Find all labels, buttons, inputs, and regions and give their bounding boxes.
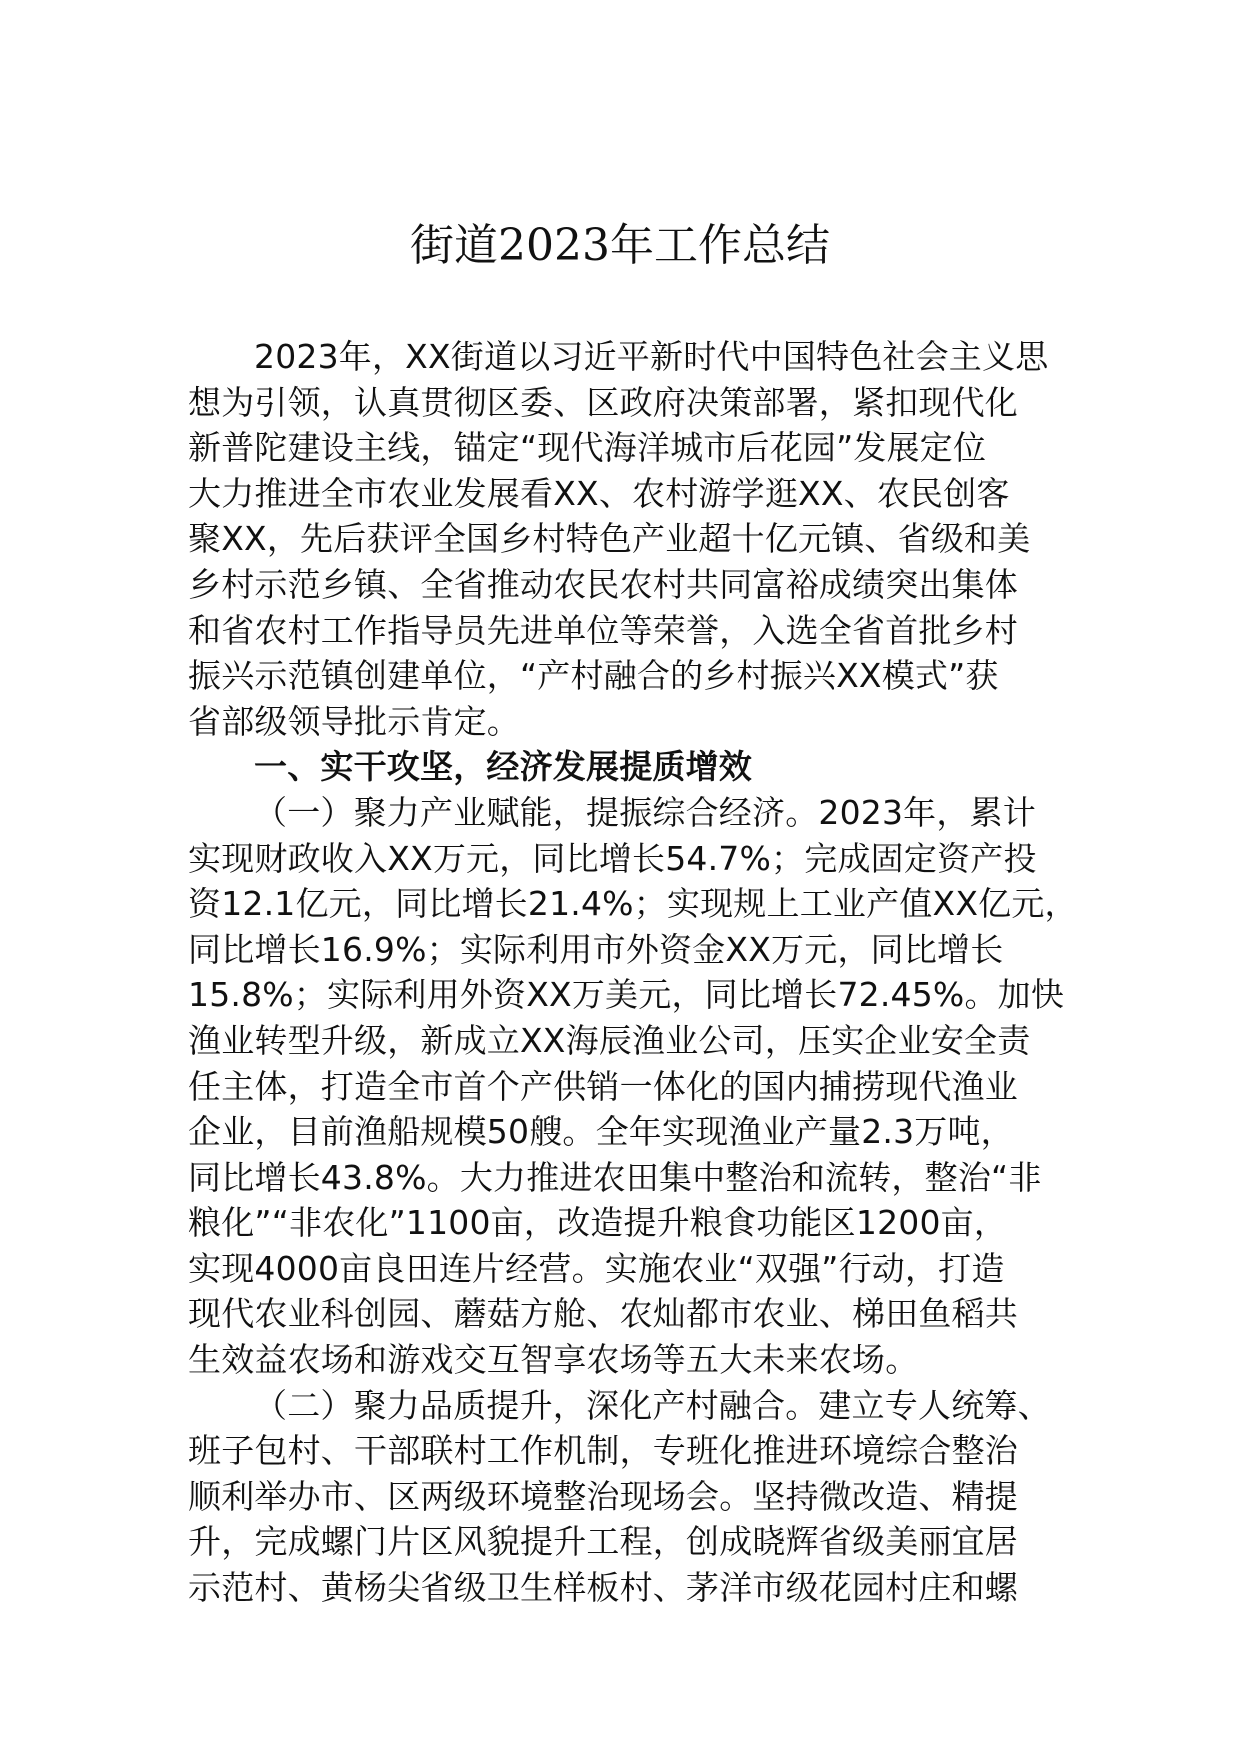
paragraph-line: 渔业转型升级，新成立XX海辰渔业公司，压实企业安全责 bbox=[188, 1020, 1031, 1060]
paragraph-line: 15.8%；实际利用外资XX万美元，同比增长72.45%。加快 bbox=[188, 975, 1065, 1015]
paragraph-line: 任主体，打造全市首个产供销一体化的国内捕捞现代渔业 bbox=[188, 1066, 1018, 1106]
paragraph-line: 省部级领导批示肯定。 bbox=[188, 701, 520, 741]
paragraph-line: （一）聚力产业赋能，提振综合经济。2023年，累计 bbox=[254, 792, 1036, 832]
paragraph-line: 同比增长43.8%。大力推进农田集中整治和流转，整治“非 bbox=[188, 1157, 1042, 1197]
paragraph-line: 和省农村工作指导员先进单位等荣誉，入选全省首批乡村 bbox=[188, 610, 1018, 650]
paragraph-line: 振兴示范镇创建单位，“产村融合的乡村振兴XX模式”获 bbox=[188, 656, 999, 696]
paragraph-line: 实现财政收入XX万元，同比增长54.7%；完成固定资产投 bbox=[188, 838, 1037, 878]
paragraph-line: 聚XX，先后获评全国乡村特色产业超十亿元镇、省级和美 bbox=[188, 519, 1031, 559]
paragraph-line: 升，完成螺门片区风貌提升工程，创成晓辉省级美丽宜居 bbox=[188, 1522, 1018, 1562]
document-body bbox=[188, 334, 1078, 1611]
paragraph-line: 新普陀建设主线，锚定“现代海洋城市后花园”发展定位 bbox=[188, 428, 987, 468]
paragraph-line: 现代农业科创园、蘑菇方舱、农灿都市农业、梯田鱼稻共 bbox=[188, 1294, 1018, 1334]
paragraph-line: 同比增长16.9%；实际利用市外资金XX万元，同比增长 bbox=[188, 929, 1004, 969]
paragraph-line: 乡村示范乡镇、全省推动农民农村共同富裕成绩突出集体 bbox=[188, 564, 1018, 604]
paragraph-line: 实现4000亩良田连片经营。实施农业“双强”行动，打造 bbox=[188, 1248, 1005, 1288]
section-heading-line: 一、实干攻坚，经济发展提质增效 bbox=[254, 747, 752, 787]
paragraph-line: 2023年，XX街道以习近平新时代中国特色社会主义思 bbox=[254, 337, 1049, 376]
paragraph-line: 班子包村、干部联村工作机制，专班化推进环境综合整治 bbox=[188, 1431, 1018, 1471]
paragraph-line: 示范村、黄杨尖省级卫生样板村、茅洋市级花园村庄和螺 bbox=[188, 1568, 1018, 1608]
paragraph-line: 想为引领，认真贯彻区委、区政府决策部署，紧扣现代化 bbox=[188, 382, 1018, 422]
paragraph-line: 资12.1亿元，同比增长21.4%；实现规上工业产值XX亿元， bbox=[188, 884, 1078, 924]
paragraph-line: 企业，目前渔船规模50艘。全年实现渔业产量2.3万吨， bbox=[188, 1112, 1014, 1152]
paragraph-line: 大力推进全市农业发展看XX、农村游学逛XX、农民创客 bbox=[188, 473, 1010, 513]
paragraph-line: （二）聚力品质提升，深化产村融合。建立专人统筹、 bbox=[254, 1385, 1051, 1425]
paragraph-line: 粮化”“非农化”1100亩，改造提升粮食功能区1200亩， bbox=[188, 1203, 1008, 1243]
paragraph-line: 顺利举办市、区两级环境整治现场会。坚持微改造、精提 bbox=[188, 1476, 1018, 1516]
document-title: 街道2023年工作总结 bbox=[410, 220, 830, 271]
paragraph-line: 生效益农场和游戏交互智享农场等五大未来农场。 bbox=[188, 1340, 919, 1380]
